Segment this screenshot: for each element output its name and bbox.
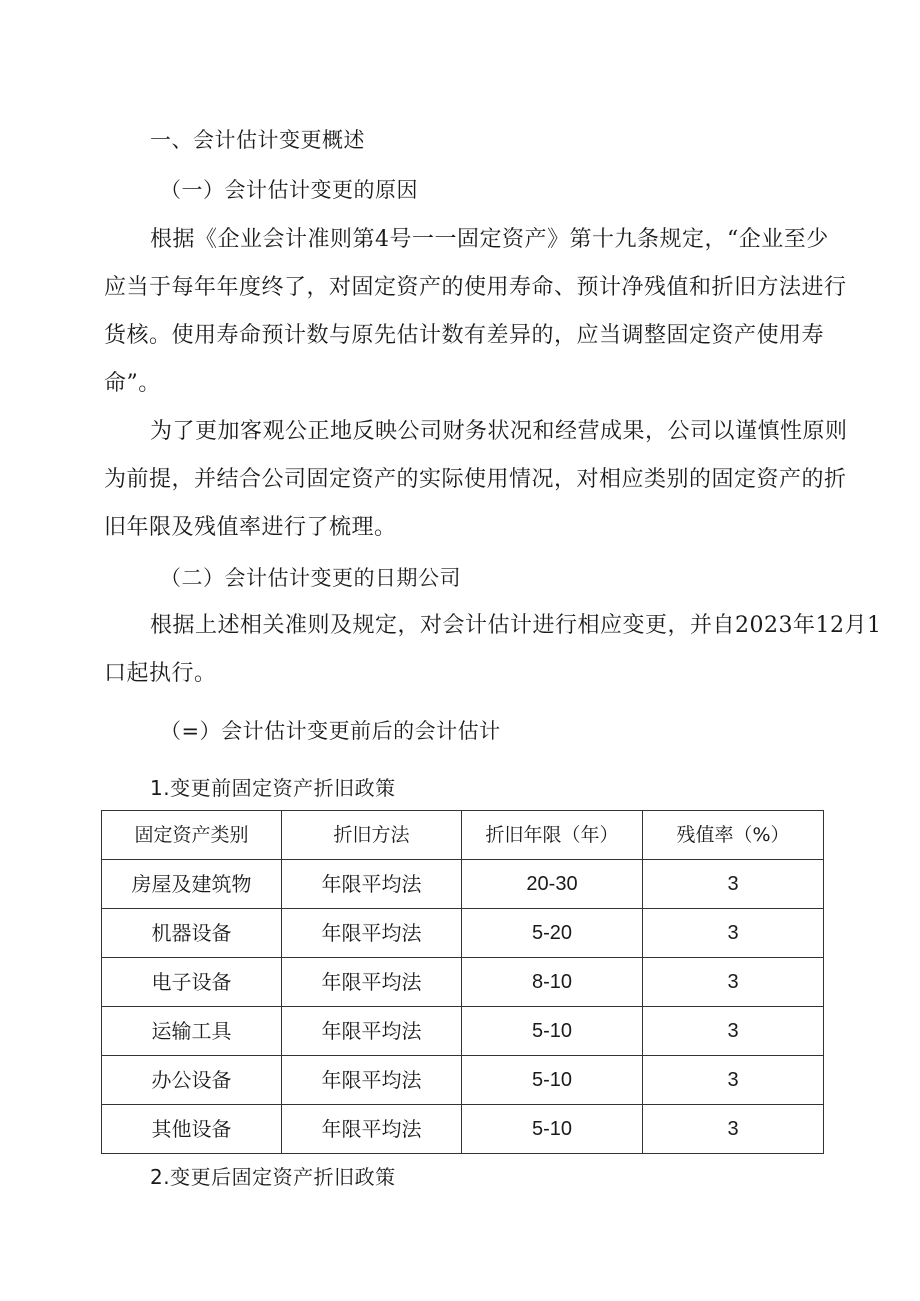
table-cell: 电子设备 (102, 958, 282, 1007)
table-cell: 房屋及建筑物 (102, 860, 282, 909)
paragraph-line: 旧年限及残值率进行了梳理。 (104, 515, 397, 540)
table-cell: 年限平均法 (282, 1056, 462, 1105)
table-cell: 5-10 (462, 1056, 643, 1105)
table-cell: 年限平均法 (282, 958, 462, 1007)
paragraph-line: 口起执行。 (104, 661, 217, 686)
table-header-cell: 折旧方法 (282, 811, 462, 860)
table-cell: 年限平均法 (282, 1105, 462, 1154)
table-cell: 5-20 (462, 909, 643, 958)
table-header-cell: 折旧年限（年） (462, 811, 643, 860)
table-header-cell: 固定资产类别 (102, 811, 282, 860)
table-header-cell: 残值率（%） (643, 811, 824, 860)
table-cell: 年限平均法 (282, 860, 462, 909)
paragraph-line: 命”。 (104, 371, 161, 396)
table-cell: 3 (643, 958, 824, 1007)
table-cell: 其他设备 (102, 1105, 282, 1154)
table-cell: 年限平均法 (282, 1007, 462, 1056)
table-cell: 年限平均法 (282, 909, 462, 958)
table-cell: 3 (643, 909, 824, 958)
subsection-title-estimates: （=）会计估计变更前后的会计估计 (160, 719, 501, 743)
section-title: 一、会计估计变更概述 (150, 128, 365, 152)
depreciation-policy-table (101, 810, 824, 1154)
paragraph-line: 为了更加客观公正地反映公司财务状况和经营成果，公司以谨慎性原则 (150, 419, 848, 444)
table-cell: 8-10 (462, 958, 643, 1007)
table-cell: 运输工具 (102, 1007, 282, 1056)
table-row (102, 1105, 824, 1154)
subsection-title-date: （二）会计估计变更的日期公司 (160, 566, 461, 590)
paragraph-line: 根据上述相关准则及规定，对会计估计进行相应变更，并自2023年12月1 (150, 613, 882, 638)
table-row (102, 909, 824, 958)
table-cell: 3 (643, 1056, 824, 1105)
table-caption-after: 2.变更后固定资产折旧政策 (150, 1165, 396, 1189)
table-cell: 5-10 (462, 1105, 643, 1154)
paragraph-line: 为前提，并结合公司固定资产的实际使用情况，对相应类别的固定资产的折 (104, 467, 847, 492)
table-row (102, 958, 824, 1007)
table-cell: 3 (643, 860, 824, 909)
table-cell: 5-10 (462, 1007, 643, 1056)
table-cell: 3 (643, 1007, 824, 1056)
paragraph-line: 应当于每年年度终了，对固定资产的使用寿命、预计净残值和折旧方法进行 (104, 275, 847, 300)
subsection-title-reason: （一）会计估计变更的原因 (160, 178, 418, 202)
table-header-row (102, 811, 824, 860)
paragraph-line: 货核。使用寿命预计数与原先估计数有差异的，应当调整固定资产使用寿 (104, 323, 825, 348)
table-caption-before: 1.变更前固定资产折旧政策 (150, 776, 396, 800)
table-row (102, 1007, 824, 1056)
table-cell: 20-30 (462, 860, 643, 909)
table-row (102, 860, 824, 909)
table-cell: 机器设备 (102, 909, 282, 958)
table-cell: 3 (643, 1105, 824, 1154)
table-row (102, 1056, 824, 1105)
table-cell: 办公设备 (102, 1056, 282, 1105)
paragraph-line: 根据《企业会计准则第4号一一固定资产》第十九条规定，“企业至少 (150, 227, 829, 252)
